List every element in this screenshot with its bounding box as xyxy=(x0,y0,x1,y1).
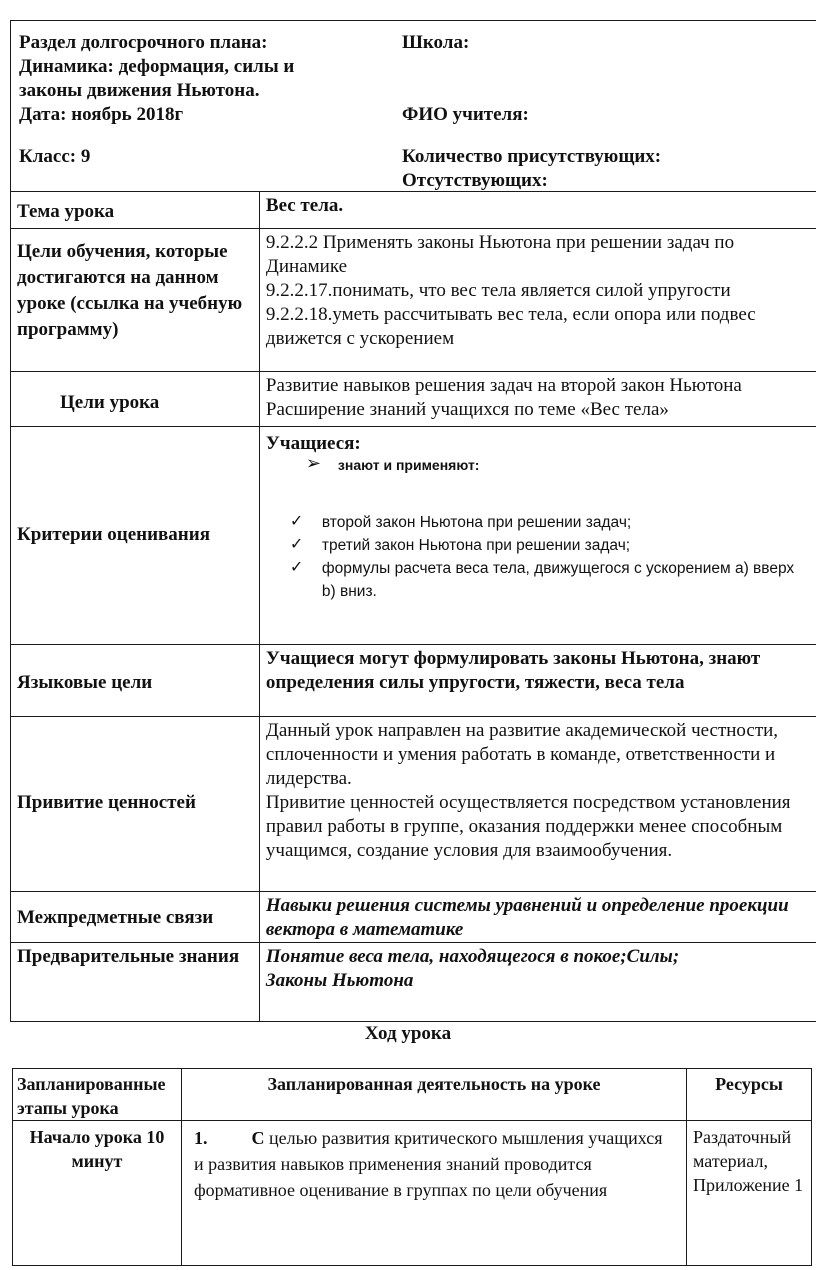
list-item: ✓ второй закон Ньютона при решении задач; xyxy=(260,511,812,534)
arrow-bullet-icon: ➢ xyxy=(305,453,321,473)
criteria-list xyxy=(260,511,812,603)
criteria-intro: Учащиеся: xyxy=(265,433,361,454)
absent-label: Отсутствующих: xyxy=(402,170,548,191)
goal-item: Расширение знаний учащихся по теме «Вес тела» xyxy=(265,399,669,420)
topic-label-cell xyxy=(11,192,260,229)
goals-label-cell xyxy=(11,372,260,427)
class-label: Класс: 9 xyxy=(19,146,91,167)
cross-label-cell xyxy=(11,892,260,943)
objectives-label-cell xyxy=(11,229,260,372)
goals-cell xyxy=(259,372,816,427)
criteria-cell xyxy=(259,427,816,645)
values-paragraph: Данный урок направлен на развитие академической честности, сплоченности и умения работать в команде, ответственности и лидерства. xyxy=(265,720,779,789)
course-table xyxy=(12,1068,812,1266)
cross-label: Межпредметные связи xyxy=(17,907,214,928)
goals-label: Цели урока xyxy=(60,392,160,413)
cross-value: Навыки решения системы уравнений и определение проекции вектора в математике xyxy=(265,895,789,940)
activity-cell xyxy=(181,1121,686,1266)
stage-value: Начало урока 10 минут xyxy=(29,1127,165,1171)
language-label: Языковые цели xyxy=(17,672,153,693)
resources-value: Раздаточный материал, Приложение 1 xyxy=(693,1127,804,1195)
criteria-label-cell xyxy=(11,427,260,645)
topic-value: Вес тела. xyxy=(265,195,344,216)
prior-value: Законы Ньютона xyxy=(265,970,414,991)
lesson-plan-table xyxy=(10,20,816,1022)
col-stages: Запланированные этапы урока xyxy=(17,1074,166,1118)
language-cell xyxy=(259,645,816,717)
header-stages-cell xyxy=(13,1069,182,1121)
col-activity: Запланированная деятельность на уроке xyxy=(267,1074,601,1094)
language-label-cell xyxy=(11,645,260,717)
list-item: ✓ третий закон Ньютона при решении задач; xyxy=(260,534,812,557)
criteria-sub: знают и применяют: xyxy=(337,457,480,473)
activity-text: целью развития критического мышления учащихся и развития навыков применения знаний проводится формативное оценивание в группах по цели обучения xyxy=(193,1128,663,1200)
prior-value: Понятие веса тела, находящегося в покое;Силы; xyxy=(265,946,680,967)
date-label: Дата: ноябрь 2018г xyxy=(19,104,184,125)
activity-lead-letter: С xyxy=(251,1128,265,1148)
activity-number: 1. xyxy=(193,1128,208,1148)
course-title: Ход урока xyxy=(364,1023,452,1044)
prior-label-cell xyxy=(11,943,260,1022)
checkmark-icon: ✓ xyxy=(289,559,304,576)
checkmark-icon: ✓ xyxy=(289,536,304,553)
header-activity-cell xyxy=(181,1069,686,1121)
header-resources-cell xyxy=(687,1069,812,1121)
values-label: Привитие ценностей xyxy=(17,792,196,813)
objective-item: 9.2.2.17.понимать, что вес тела является силой упругости xyxy=(265,280,731,301)
stage-cell xyxy=(13,1121,182,1266)
present-label: Количество присутствующих: xyxy=(402,146,662,167)
school-label: Школа: xyxy=(402,32,470,53)
section-value-line1: Динамика: деформация, силы и xyxy=(19,56,295,77)
header-block xyxy=(11,21,816,192)
values-paragraph: Привитие ценностей осуществляется посредством установления правил работы в группе, оказания поддержки менее способным учащимся, создание условия для взаимообучения. xyxy=(265,792,791,861)
teacher-label: ФИО учителя: xyxy=(402,104,529,125)
col-resources: Ресурсы xyxy=(715,1074,783,1094)
values-cell xyxy=(259,717,816,892)
objectives-label: Цели обучения, которые достигаются на данном уроке (ссылка на учебную программу) xyxy=(17,241,243,340)
goal-item: Развитие навыков решения задач на второй закон Ньютона xyxy=(265,375,742,396)
checkmark-icon: ✓ xyxy=(289,513,304,530)
list-item: ✓ формулы расчета веса тела, движущегося с ускорением а) вверх b) вниз. xyxy=(260,557,812,603)
section-label: Раздел долгосрочного плана: xyxy=(19,32,268,53)
values-label-cell xyxy=(11,717,260,892)
section-value-line2: законы движения Ньютона. xyxy=(19,80,260,101)
cross-cell xyxy=(259,892,816,943)
objective-item: 9.2.2.2 Применять законы Ньютона при решении задач по Динамике xyxy=(265,232,735,277)
topic-label: Тема урока xyxy=(17,201,115,222)
topic-value-cell xyxy=(259,192,816,229)
criteria-label: Критерии оценивания xyxy=(17,524,210,545)
objectives-cell xyxy=(259,229,816,372)
prior-cell xyxy=(259,943,816,1022)
language-value: Учащиеся могут формулировать законы Ньютона, знают определения силы упругости, тяжести, веса тела xyxy=(265,648,761,693)
objective-item: 9.2.2.18.уметь рассчитывать вес тела, если опора или подвес движется с ускорением xyxy=(265,304,756,349)
prior-label: Предварительные знания xyxy=(17,946,240,967)
resources-cell xyxy=(687,1121,812,1266)
